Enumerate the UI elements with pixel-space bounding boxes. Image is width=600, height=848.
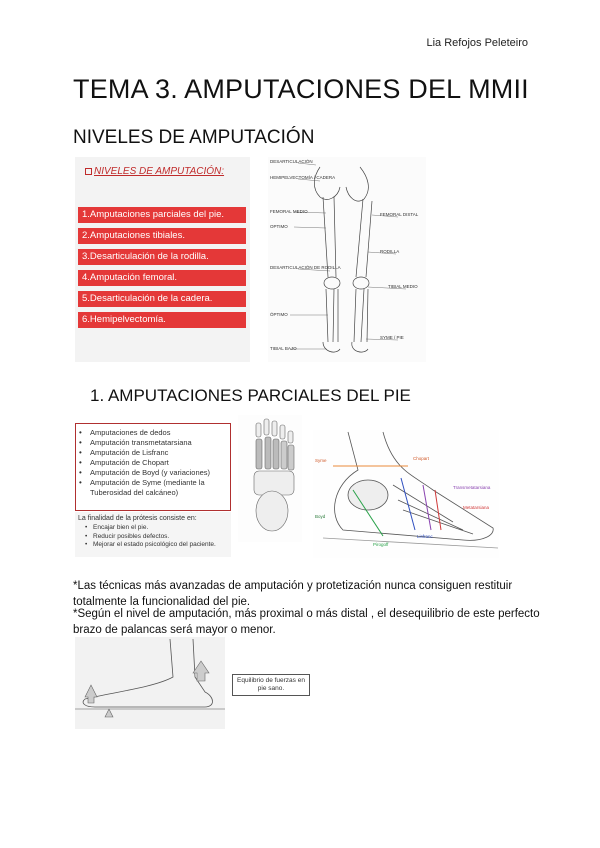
list-item: • Mejorar el estado psicológico del paciente. xyxy=(85,541,223,550)
balance-caption: Equilibrio de fuerzas en pie sano. xyxy=(232,674,310,696)
foot-label: Pirogoff xyxy=(373,542,389,547)
list-item: • Amputación de Boyd (y variaciones) xyxy=(76,468,230,478)
foot-bones-drawing xyxy=(238,415,302,542)
note-text: *Las técnicas más avanzadas de amputación y protetización nunca consiguen restituir totalmente la funcionalidad del pie. xyxy=(73,580,513,608)
foot-lateral-figure xyxy=(313,430,499,558)
level-item: 4.Amputación femoral. xyxy=(78,270,246,286)
prosthesis-title: La finalidad de la prótesis consiste en: xyxy=(78,515,197,522)
foot-balance-figure xyxy=(75,637,225,729)
section-heading-levels: NIVELES DE AMPUTACIÓN xyxy=(73,127,315,148)
leg-label: DESARTICULACIÓN DE RODILLA xyxy=(270,265,341,270)
leg-label: FEMORAL DISTAL xyxy=(380,212,419,217)
foot-label: Chopart xyxy=(413,456,430,461)
leg-label: TIBIAL MEDIO xyxy=(388,284,418,289)
level-item: 2.Amputaciones tibiales. xyxy=(78,228,246,244)
foot-bones-figure xyxy=(238,415,302,542)
foot-lateral-drawing xyxy=(313,430,499,558)
leg-label: TIBIAL BAJO xyxy=(270,346,297,351)
leg-label: RODILLA xyxy=(380,249,400,254)
prosthesis-list xyxy=(85,524,223,550)
partial-amputations-box xyxy=(75,423,231,511)
list-item: • Amputaciones de dedos xyxy=(76,428,230,438)
author-name: Lia Refojos Peleteiro xyxy=(426,37,528,49)
level-item: 3.Desarticulación de la rodilla. xyxy=(78,249,246,265)
foot-label: Boyd xyxy=(315,514,326,519)
level-item: 1.Amputaciones parciales del pie. xyxy=(78,207,246,223)
page-title: TEMA 3. AMPUTACIONES DEL MMII xyxy=(73,74,529,104)
leg-label: DESARTICULACIÓN xyxy=(270,159,313,164)
list-item: • Amputación de Lisfranc xyxy=(76,448,230,458)
leg-label: OPTIMO xyxy=(270,224,288,229)
levels-heading: NIVELES DE AMPUTACIÓN: xyxy=(85,166,224,177)
leg-label: SYME / PIE xyxy=(380,335,404,340)
foot-label: Lisfranc xyxy=(417,534,433,539)
leg-skeleton-drawing xyxy=(268,157,426,362)
checkbox-bullet-icon xyxy=(85,168,92,175)
level-item: 6.Hemipelvectomía. xyxy=(78,312,246,328)
foot-label: Syme xyxy=(315,458,327,463)
levels-panel xyxy=(75,157,250,362)
list-item: • Reducir posibles defectos. xyxy=(85,533,223,542)
section-heading-partial: 1. AMPUTACIONES PARCIALES DEL PIE xyxy=(90,386,411,405)
list-item: • Encajar bien el pie. xyxy=(85,524,223,533)
note-text: *Según el nivel de amputación, más proximal o más distal , el desequilibrio de este perfecto brazo de palancas será mayor o menor. xyxy=(73,608,540,636)
leg-label: HEMIPELVECTOMÍA / CADERA xyxy=(270,175,336,180)
foot-label: Metatarsiana xyxy=(463,505,490,510)
level-item: 5.Desarticulación de la cadera. xyxy=(78,291,246,307)
list-item: • Amputación transmetatarsiana xyxy=(76,438,230,448)
prosthesis-goals-box xyxy=(75,512,231,557)
foot-label: Transmetatarsiana xyxy=(453,485,491,490)
foot-balance-drawing xyxy=(75,637,225,729)
list-item: • Amputación de Syme (mediante la Tuberosidad del calcáneo) xyxy=(76,478,230,498)
leg-label: FEMORAL MEDIO xyxy=(270,209,308,214)
leg-skeleton-figure xyxy=(268,157,426,362)
partial-amputations-list xyxy=(76,424,230,498)
list-item: • Amputación de Chopart xyxy=(76,458,230,468)
leg-label: ÓPTIMO xyxy=(270,312,288,317)
